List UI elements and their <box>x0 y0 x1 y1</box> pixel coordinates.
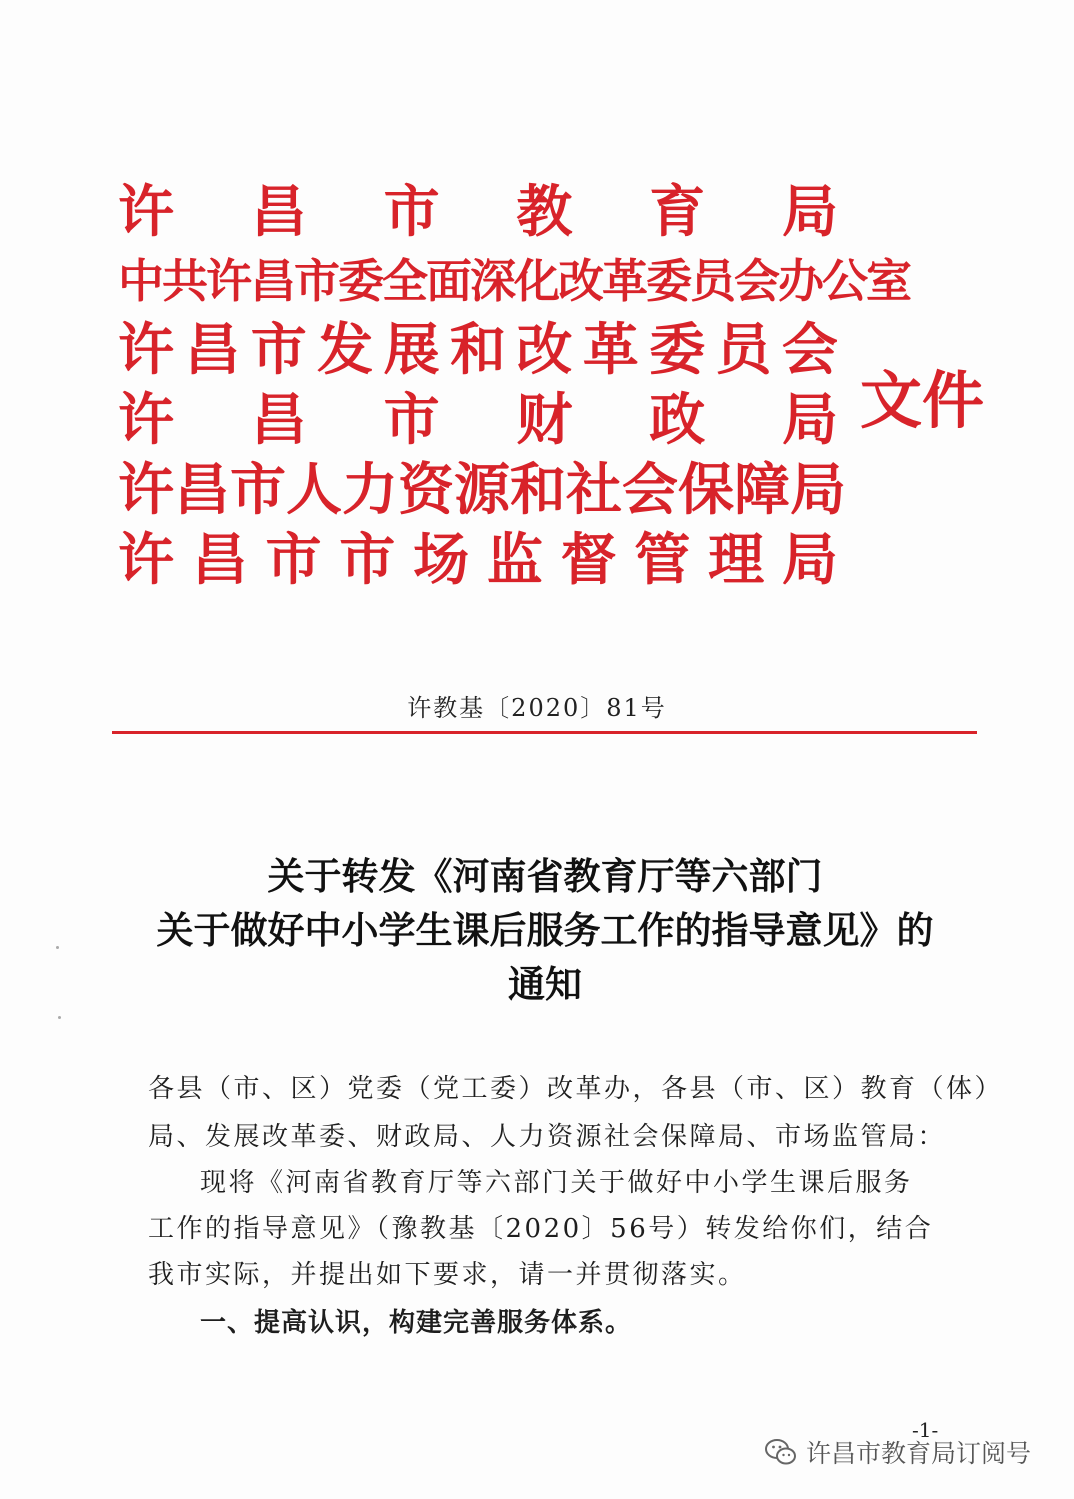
page-number: -1- <box>912 1418 939 1442</box>
org-character: 理 <box>708 528 765 593</box>
org-character: 场 <box>413 528 470 593</box>
org-character: 政 <box>649 388 706 453</box>
org-character: 昌 <box>191 528 248 593</box>
org-line-6 <box>118 528 838 594</box>
org-character: 改 <box>516 318 573 383</box>
org-character: 共 <box>162 254 206 308</box>
wechat-icon <box>764 1437 798 1467</box>
org-character: 许 <box>118 180 174 245</box>
org-character: 委 <box>338 254 382 308</box>
org-character: 昌 <box>174 458 230 523</box>
org-character: 许 <box>118 458 174 523</box>
org-character: 会 <box>734 254 778 308</box>
org-character: 员 <box>715 318 772 383</box>
org-character: 员 <box>690 254 734 308</box>
watermark <box>764 1432 1031 1472</box>
org-character: 许 <box>118 318 174 383</box>
org-character: 障 <box>734 458 790 523</box>
org-character: 深 <box>470 254 514 308</box>
org-character: 会 <box>622 458 678 523</box>
org-character: 人 <box>286 458 342 523</box>
org-character: 和 <box>449 318 506 383</box>
org-character: 公 <box>822 254 866 308</box>
org-character: 督 <box>560 528 617 593</box>
org-character: 面 <box>426 254 470 308</box>
body-paragraph-line-1: 现将《河南省教育厅等六部门关于做好中小学生课后服务 <box>200 1168 913 1198</box>
org-character: 展 <box>383 318 440 383</box>
org-character: 力 <box>342 458 398 523</box>
document-number: 许教基〔2020〕81号 <box>407 694 667 722</box>
body-paragraph-line-3: 我市实际，并提出如下要求，请一并贯彻落实。 <box>148 1260 747 1290</box>
org-character: 许 <box>118 528 174 593</box>
org-character: 许 <box>206 254 250 308</box>
addressee-line-1: 各县（市、区）党委（党工委）改革办，各县（市、区）教育（体） <box>148 1074 1004 1104</box>
org-character: 市 <box>339 528 396 593</box>
org-character: 局 <box>781 388 838 453</box>
org-character: 发 <box>317 318 374 383</box>
red-divider <box>112 731 977 734</box>
org-character: 委 <box>649 318 706 383</box>
org-character: 办 <box>778 254 822 308</box>
org-character: 源 <box>454 458 510 523</box>
org-character: 革 <box>582 318 639 383</box>
document-suffix: 文件 <box>860 364 985 437</box>
org-line-1 <box>118 180 838 246</box>
org-character: 昌 <box>250 180 307 245</box>
title-line-1: 关于转发《河南省教育厅等六部门 <box>267 854 823 898</box>
org-character: 室 <box>866 254 910 308</box>
org-line-5 <box>118 458 846 524</box>
org-character: 资 <box>398 458 454 523</box>
org-line-4 <box>118 388 838 454</box>
org-character: 市 <box>230 458 286 523</box>
org-character: 市 <box>294 254 338 308</box>
org-character: 市 <box>383 388 440 453</box>
watermark-text: 许昌市教育局订阅号 <box>806 1439 1032 1468</box>
org-character: 会 <box>781 318 838 383</box>
title-line-3: 通知 <box>508 962 582 1006</box>
org-character: 监 <box>486 528 543 593</box>
addressee-line-2: 局、发展改革委、财政局、人力资源社会保障局、市场监管局： <box>148 1122 947 1152</box>
org-character: 管 <box>634 528 691 593</box>
scan-speck <box>58 1016 61 1019</box>
org-character: 昌 <box>250 254 294 308</box>
org-character: 市 <box>265 528 322 593</box>
org-character: 财 <box>516 388 573 453</box>
org-character: 化 <box>514 254 558 308</box>
org-character: 保 <box>678 458 734 523</box>
org-character: 和 <box>510 458 566 523</box>
title-line-2: 关于做好中小学生课后服务工作的指导意见》的 <box>156 908 934 952</box>
org-line-2 <box>118 248 910 314</box>
body-paragraph-line-2: 工作的指导意见》（豫教基〔2020〕56号）转发给你们，结合 <box>148 1214 934 1244</box>
org-character: 育 <box>649 180 706 245</box>
org-character: 革 <box>602 254 646 308</box>
scan-speck <box>56 946 59 949</box>
org-line-3 <box>118 318 838 384</box>
org-character: 社 <box>566 458 622 523</box>
org-character: 改 <box>558 254 602 308</box>
org-character: 市 <box>250 318 307 383</box>
org-character: 中 <box>118 254 162 308</box>
org-character: 局 <box>781 528 838 593</box>
org-character: 局 <box>781 180 838 245</box>
org-character: 教 <box>516 180 573 245</box>
org-character: 市 <box>383 180 440 245</box>
org-character: 全 <box>382 254 426 308</box>
org-character: 昌 <box>184 318 241 383</box>
section-heading-1: 一、提高认识，构建完善服务体系。 <box>200 1308 633 1338</box>
org-character: 许 <box>118 388 174 453</box>
org-character: 委 <box>646 254 690 308</box>
org-character: 局 <box>790 458 846 523</box>
org-character: 昌 <box>250 388 307 453</box>
red-header <box>118 180 985 610</box>
